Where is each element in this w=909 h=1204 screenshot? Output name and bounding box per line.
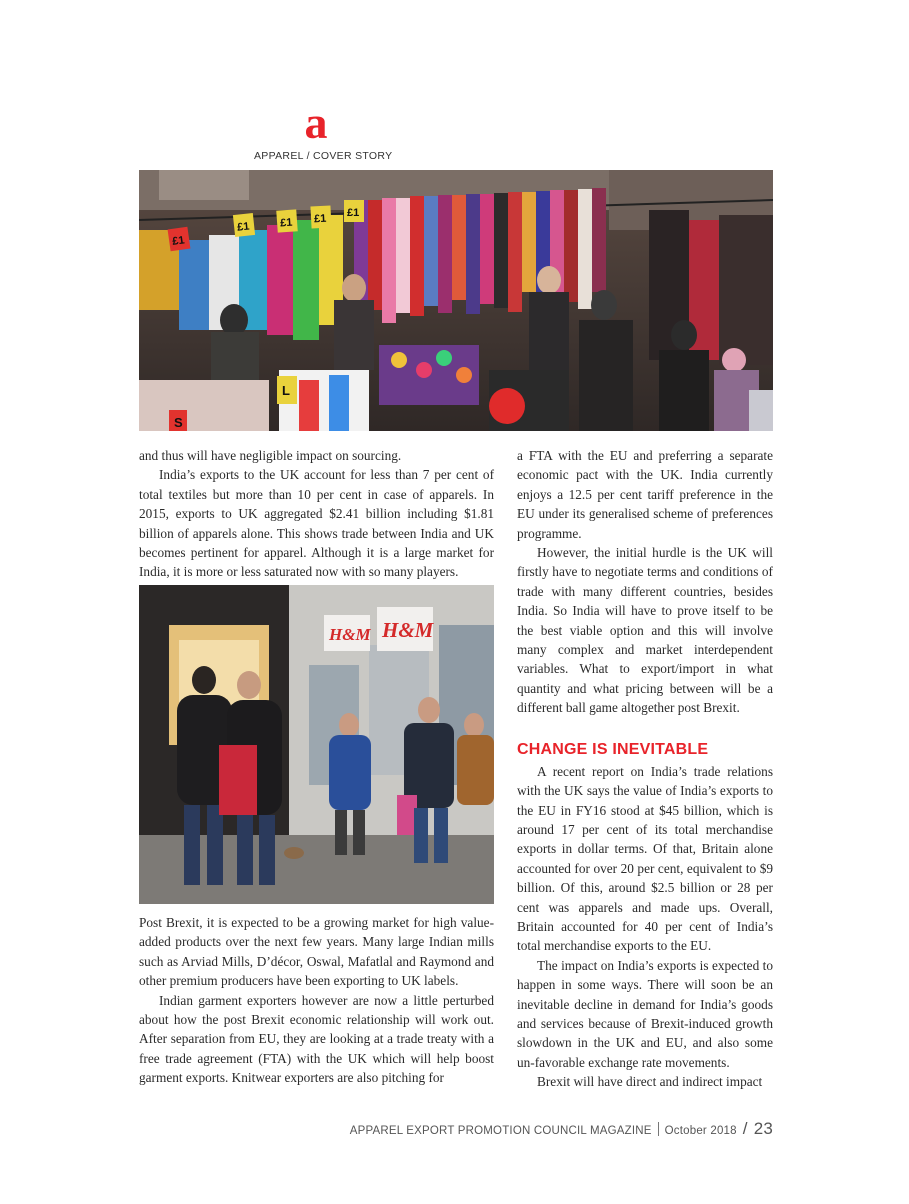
page-number: 23 [753, 1119, 773, 1138]
page-footer [350, 1119, 773, 1139]
paragraph: Indian garment exporters however are now a little perturbed about how the post Brexit economic relationship will work out. After separation from EU, they are looking at a trade treaty with a free trade agreement (FTA) with the UK which will help boost garment exports. Knitwear exporters are also pitching for [139, 992, 494, 1086]
left-column-bottom [139, 913, 494, 1088]
magazine-name: APPAREL EXPORT PROMOTION COUNCIL MAGAZINE [349, 1125, 652, 1137]
footer-divider [658, 1122, 659, 1136]
paragraph: The impact on India’s exports is expected to happen in some ways. There will soon be an inevitable decline in demand for India’s goods and services because of Brexit-induced growth slowdown in the UK and EU, and also some un-favorable exchange rate movements. [517, 957, 773, 1070]
paragraph: However, the initial hurdle is the UK will firstly have to negotiate terms and conditions of trade with many different countries, besides India. So India will have to prove itself to be the best viable option and this will involve many complex and market interdependent variables. What to export/import in what quantity and what pricing between will be a different ball game altogether post Brexit. [517, 545, 773, 716]
hm-shoppers-photo [139, 585, 494, 904]
section-heading: CHANGE IS INEVITABLE [517, 740, 709, 758]
price-tag-2: £1 [236, 220, 251, 234]
right-column [517, 446, 773, 1092]
price-tag-3: £1 [279, 216, 293, 230]
price-tag-4: £1 [313, 212, 327, 226]
store-sign-2: H&M [382, 618, 434, 642]
paragraph: India’s exports to the UK account for less than 7 per cent of total textiles but more than 10 per cent in case of apparels. In 2015, exports to UK aggregated $2.41 billion including $1.81 billion of apparels alone. This shows trade between India and UK becomes pertinent for apparel. Although it is a large market for India, it is more or less saturated now with so many players. [139, 467, 494, 580]
issue-date: October 2018 [664, 1125, 737, 1137]
paragraph: Post Brexit, it is expected to be a growing market for high value-added products over the next few years. Many large Indian mills such as Arviad Mills, D’décor, Oswal, Mafatlal and Raymond and other premium producers have been exporting to UK labels. [139, 915, 494, 989]
size-tag-s: S [174, 415, 183, 430]
paragraph: and thus will have negligible impact on sourcing. [139, 448, 402, 463]
size-tag-l: L [282, 383, 290, 398]
street-market-photo [139, 170, 773, 431]
section-label: APPAREL / COVER STORY [254, 150, 393, 162]
paragraph: Brexit will have direct and indirect impact [537, 1074, 763, 1090]
slash-separator: / [742, 1119, 748, 1138]
paragraph: A recent report on India’s trade relations with the UK says the value of India’s exports to the EU in FY16 stood at $45 billion, which is around 17 per cent of its total merchandise exports in dollar terms. Of that, Britain alone accounted for over 20 per cent, equivalent to $9 billion. Of this, around $2.5 billion or 28 per cent was apparels and made ups. Overall, Britain accounted for 40 per cent of India’s total merchandise exports to the EU. [517, 763, 773, 954]
store-sign-1: H&M [329, 625, 371, 644]
price-tag-1: £1 [171, 234, 186, 248]
paragraph: a FTA with the EU and preferring a separate economic pact with the UK. India currently enjoys a 12.5 per cent tariff preference in the EU under its generalised scheme of preferences programme. [517, 448, 773, 541]
price-tag-5: £1 [347, 207, 360, 219]
left-column-top [139, 446, 494, 582]
magazine-logo: a [304, 97, 328, 148]
